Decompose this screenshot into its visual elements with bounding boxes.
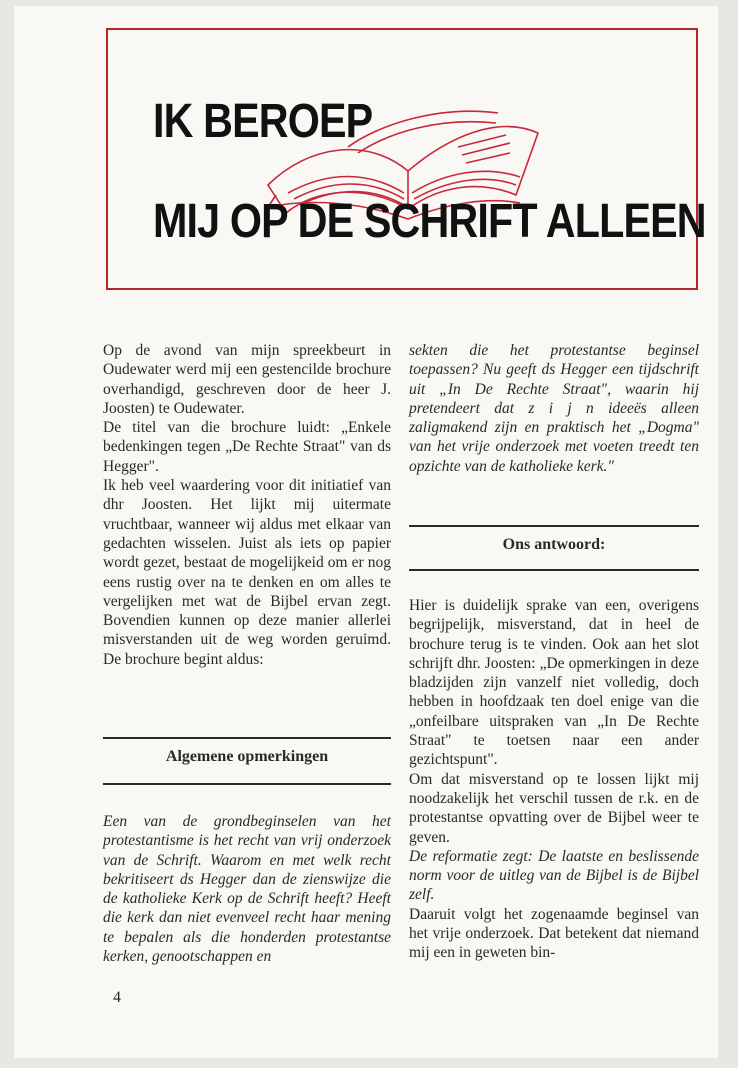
title-line-1: IK BEROEP — [153, 95, 373, 148]
right-answer-body — [409, 596, 699, 963]
intro-paragraph-2: De titel van die brochure luidt: „Enkele bedenkingen tegen „De Rechte Straat" van ds Hegger". — [103, 419, 391, 475]
section-heading-general: Algemene opmerkingen — [165, 748, 329, 765]
italic-continuation-text: sekten die het protestantse beginsel toepassen? Nu geeft ds Hegger een tijdschrift uit „In De Rechte Straat", waarin hij pretendeert dat z i j n ideeës alleen zaligmakend zijn en praktisch het „Dogma" van het vrije onderzoek met voeten treedt ten opzichte van de katholieke kerk." — [409, 342, 699, 475]
answer-paragraph-2: Om dat misverstand op te lossen lijkt mij noodzakelijk het verschil tussen de r.k. en de protestantse opvatting over de Bijbel weer te geven. — [409, 770, 699, 846]
answer-rule-bottom — [409, 569, 699, 571]
title-box — [106, 28, 706, 290]
intro-paragraph-3: Ik heb veel waardering voor dit initiatief van dhr Joosten. Het lijkt mij uitermate vruchtbaar, wanneer wij aldus met elkaar van gedachten wisselen. Juist als iets op papier wordt gezet, bestaat de mogelijkeid om er nog eens rustig over na te denken en om alles te vergelijken met wat de Bijbel ervan zegt. Bovendien kunnen op deze manier allerlei misverstanden uit de weg worden geruimd. De brochure begint aldus: — [103, 477, 391, 668]
left-column — [103, 341, 391, 669]
page — [14, 6, 718, 1058]
section-rule-bottom — [103, 783, 391, 785]
right-italic-continuation — [409, 341, 699, 476]
answer-paragraph-3: Daaruit volgt het zogenaamde beginsel van het vrije onderzoek. Dat betekent dat niemand mij een in geweten bin- — [409, 905, 699, 962]
answer-paragraph-1: Hier is duidelijk sprake van een, overigens begrijpelijk, misverstand, dat in heel de brochure terug is te vinden. Ook aan het slot schrijft dhr. Joosten: „De opmerkingen in deze bladzijden zijn vanzelf niet volledig, doch hebben in hoofdzaak ten doel enige van die „onfeilbare uitspraken van „In De Rechte Straat" te toetsen naar een ander gezichtspunt". — [409, 597, 699, 769]
intro-paragraph-1: Op de avond van mijn spreekbeurt in Oudewater werd mij een gestencilde brochure overhandigd, geschreven door de heer J. Joosten) te Oudewater. — [103, 342, 391, 417]
section-heading-answer: Ons antwoord: — [502, 536, 606, 553]
page-number: 4 — [113, 989, 121, 1006]
left-italic-quote — [103, 812, 391, 966]
italic-quote-text: Een van de grondbeginselen van het protestantisme is het recht van vrij onderzoek van de Schrift. Waarom en met welk recht bekritiseert ds Hegger dan de zienswijze die de katholieke Kerk op de Schrift heeft? Heeft die kerk dan niet evenveel recht haar mening te bepalen als die honderden protestantse kerken, genootschappen en — [103, 813, 391, 966]
section-rule-top — [103, 737, 391, 739]
answer-rule-top — [409, 525, 699, 527]
answer-italic-statement: De reformatie zegt: De laatste en beslissende norm voor de uitleg van de Bijbel is de Bijbel zelf. — [409, 847, 699, 904]
title-line-2: MIJ OP DE SCHRIFT ALLEEN — [153, 195, 706, 248]
